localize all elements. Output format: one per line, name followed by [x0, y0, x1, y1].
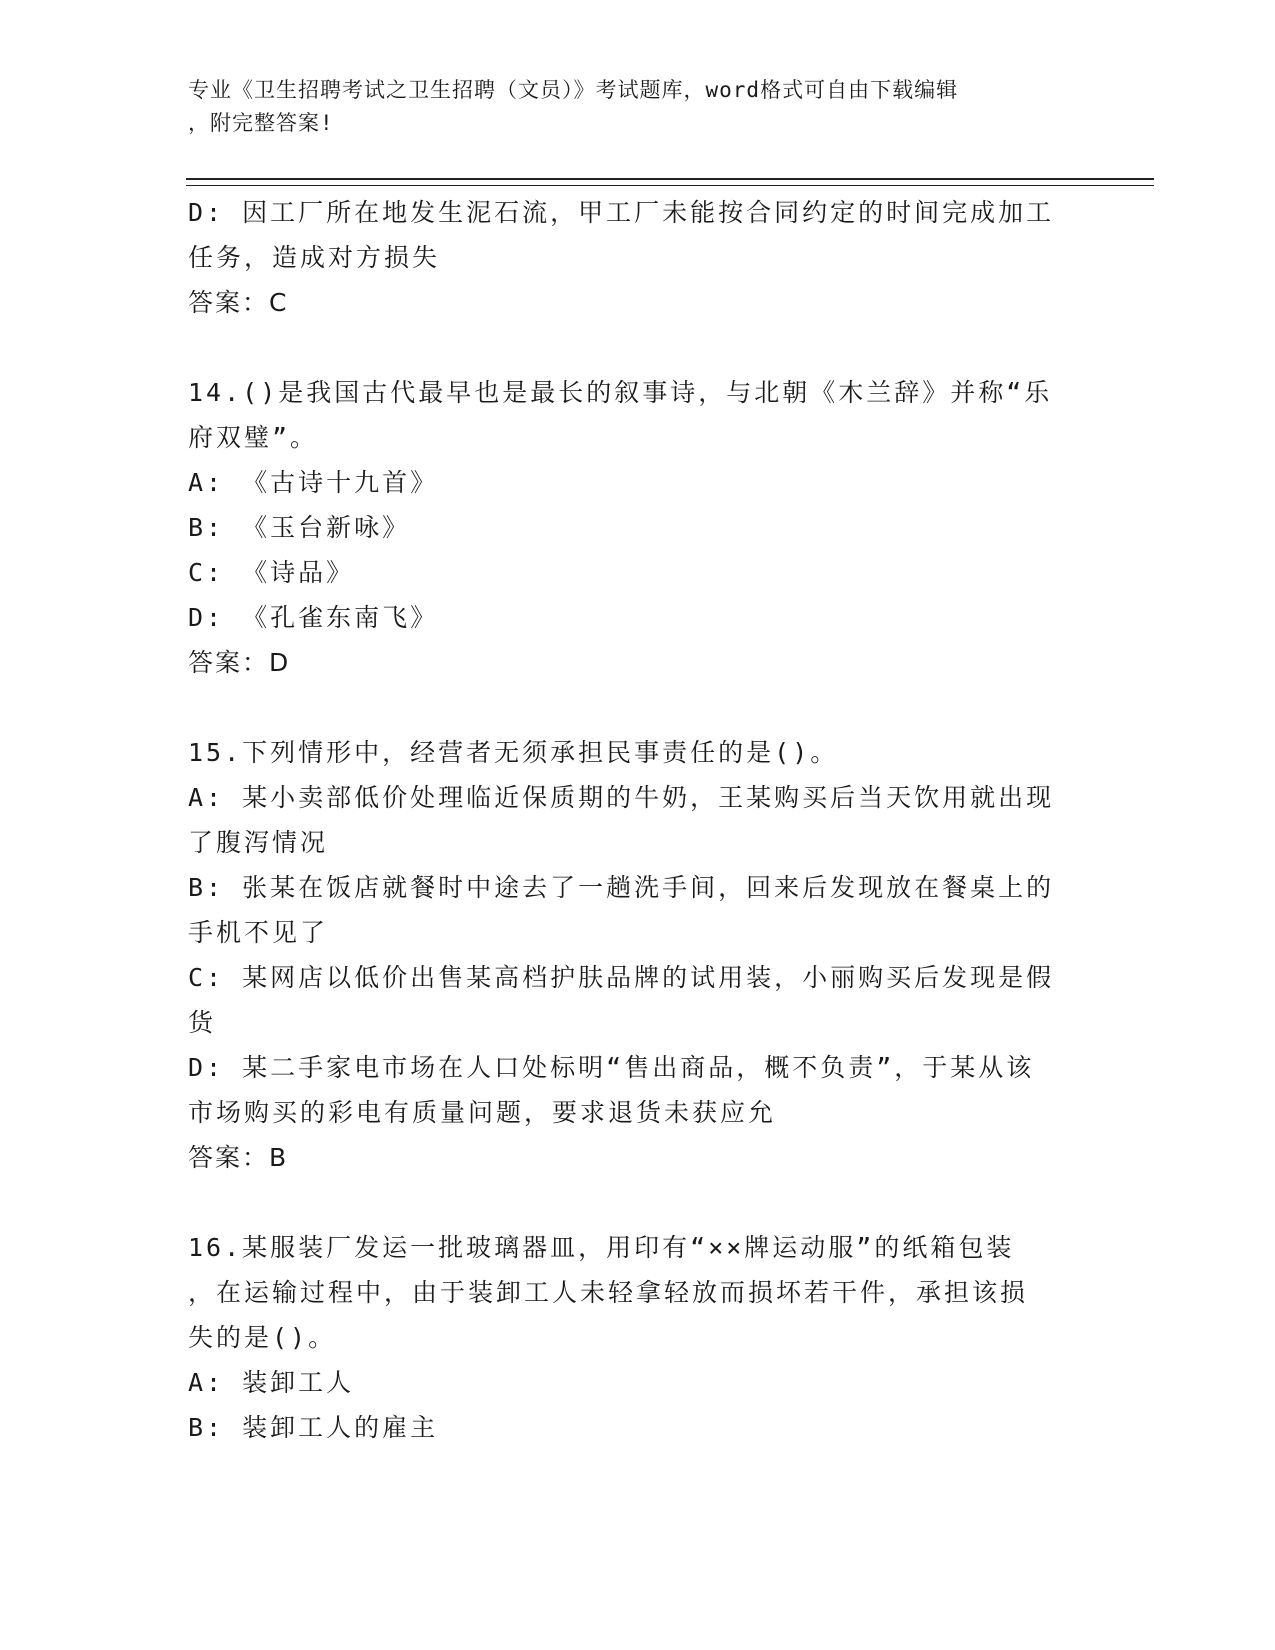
option-c: C: 某网店以低价出售某高档护肤品牌的试用装，小丽购买后发现是假 — [188, 963, 1055, 992]
header-divider — [186, 178, 1154, 186]
question-stem: 16.某服装厂发运一批玻璃器皿，用印有“××牌运动服”的纸箱包装 — [188, 1233, 1015, 1262]
option-d-continued: 市场购买的彩电有质量问题，要求退货未获应允 — [188, 1098, 777, 1127]
spacer — [188, 685, 1068, 730]
question-13 — [188, 190, 1068, 325]
option-b: B: 《玉台新咏》 — [188, 513, 411, 542]
option-d: D: 因工厂所在地发生泥石流，甲工厂未能按合同约定的时间完成加工 — [188, 198, 1055, 227]
question-stem: 15.下列情形中，经营者无须承担民事责任的是()。 — [188, 738, 839, 767]
question-16 — [188, 1225, 1068, 1450]
question-stem-continued: 失的是()。 — [188, 1323, 337, 1352]
option-b: B: 张某在饭店就餐时中途去了一趟洗手间，回来后发现放在餐桌上的 — [188, 873, 1055, 902]
answer: 答案：C — [188, 288, 289, 317]
option-b-continued: 手机不见了 — [188, 918, 329, 947]
option-a: A: 某小卖部低价处理临近保质期的牛奶，王某购买后当天饮用就出现 — [188, 783, 1055, 812]
option-c-continued: 货 — [188, 1008, 217, 1037]
question-15 — [188, 730, 1068, 1180]
answer: 答案：B — [188, 1143, 289, 1172]
option-d: D: 某二手家电市场在人口处标明“售出商品，概不负责”，于某从该 — [188, 1053, 1035, 1082]
option-d-continued: 任务，造成对方损失 — [188, 243, 441, 272]
question-stem-continued: 府双璧”。 — [188, 423, 319, 452]
option-a: A: 《古诗十九首》 — [188, 468, 439, 497]
option-c: C: 《诗品》 — [188, 558, 355, 587]
option-a-continued: 了腹泻情况 — [188, 828, 329, 857]
option-b: B: 装卸工人的雇主 — [188, 1413, 439, 1442]
document-body — [188, 190, 1068, 1450]
question-stem: 14.()是我国古代最早也是最长的叙事诗，与北朝《木兰辞》并称“乐 — [188, 378, 1053, 407]
question-14 — [188, 370, 1068, 685]
spacer — [188, 1180, 1068, 1225]
option-d: D: 《孔雀东南飞》 — [188, 603, 439, 632]
spacer — [188, 325, 1068, 370]
option-a: A: 装卸工人 — [188, 1368, 355, 1397]
header-title-line-2: ，附完整答案! — [188, 111, 334, 135]
header-title-line-1: 专业《卫生招聘考试之卫生招聘（文员）》考试题库，word格式可自由下载编辑 — [188, 78, 959, 102]
page-header — [188, 74, 1068, 140]
question-stem-continued: ，在运输过程中，由于装卸工人未轻拿轻放而损坏若干件，承担该损 — [188, 1278, 1029, 1307]
answer: 答案：D — [188, 648, 291, 677]
